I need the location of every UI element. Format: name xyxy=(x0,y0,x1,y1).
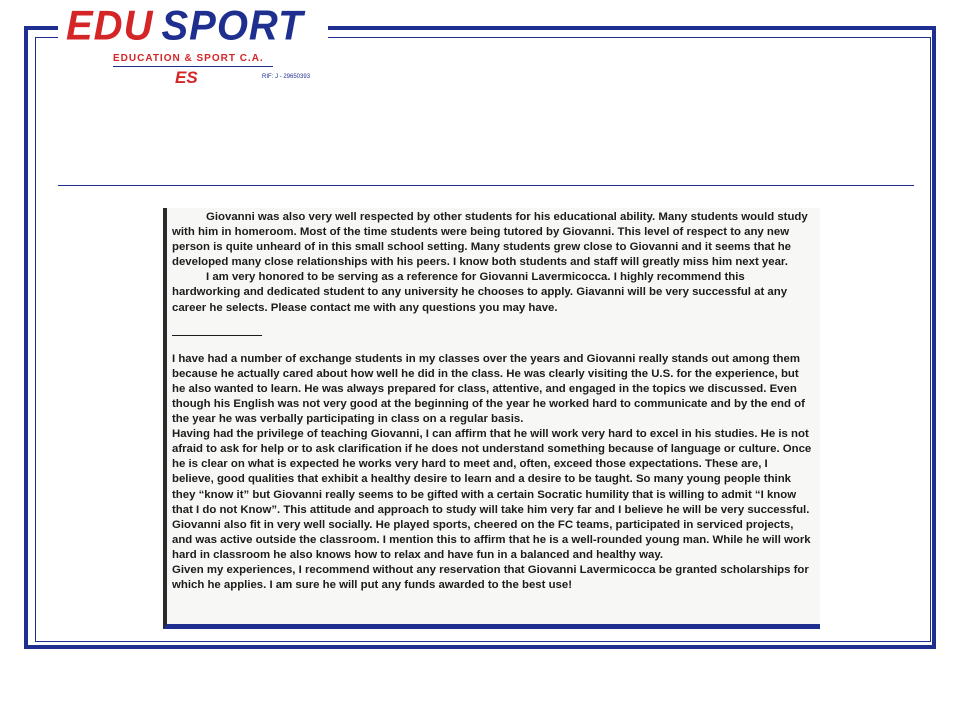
letter-paragraph: I am very honored to be serving as a reference for Giovanni Lavermicocca. I highly recommend this hardworking and dedicated student to any university he chooses to apply. Giavanni will be very successful at any career he selects. Please contact me with any questions you may have. xyxy=(172,271,788,314)
logo-edu: EDU xyxy=(66,2,154,50)
letter-paragraph: Giovanni also fit in very well socially. He played sports, cheered on the FC teams, participated in serviced projects, and was active outside the classroom. I mention this to affirm that he is a well-rounded young man. While he will work hard in classroom he also knows how to relax and have fun in a balanced and healthy way. xyxy=(172,518,811,561)
logo-tagline: EDUCATION & SPORT C.A. xyxy=(113,53,264,64)
letter-paragraph: Given my experiences, I recommend without any reservation that Giovanni Lavermicocca be granted scholarships for which he applies. I am sure he will put any funds awarded to the best use! xyxy=(172,563,809,592)
signature-line xyxy=(172,335,262,336)
letter-text xyxy=(172,210,812,593)
logo-wordmark xyxy=(66,1,304,51)
letter-paragraph: Having had the privilege of teaching Giovanni, I can affirm that he will work very hard to excel in his studies. He is not afraid to ask for help or to ask clarification if he does not understand something because of language or culture. Once he is clear on what is expected he works very hard to meet and, often, exceed those expectations. These are, I believe, good qualities that exhibit a healthy desire to learn and a desire to be taught. So many young people think they “know it” but Giovanni really seems to be gifted with a certain Socratic humility that is willing to admit “I know that I do not Know”. This attitude and approach to study will take him very far and I believe he will be very successful. xyxy=(172,428,812,516)
logo-rule xyxy=(113,66,273,67)
logo-es-mark: ES xyxy=(175,68,198,87)
letter-paragraph: I have had a number of exchange students in my classes over the years and Giovanni really stands out among them because he actually cared about how well he did in the class. He was clearly visiting the U.S. for the experience, but he also wanted to learn. He was always prepared for class, attentive, and engaged in the topics we discussed. Even though his English was not very good at the beginning of the year he worked hard to communicate and by the end of the year he was verbally participating in class on a regular basis. xyxy=(172,352,805,426)
edusport-logo xyxy=(58,2,328,90)
logo-rif: RIF: J - 29650393 xyxy=(262,74,311,80)
logo-sport: SPORT xyxy=(161,2,304,50)
letter-paragraph: Giovanni was also very well respected by other students for his educational ability. Many students would study with him in homeroom. Most of the time students were being tutored by Giovanni. This level of respect to any new person is quite unheard of in this small school setting. Many students grew close to Giovanni and it seems that he developed many close relationships with his peers. I know both students and staff will greatly miss him next year. xyxy=(172,211,808,269)
reference-letter-scan xyxy=(163,208,820,629)
header-divider xyxy=(58,185,914,186)
